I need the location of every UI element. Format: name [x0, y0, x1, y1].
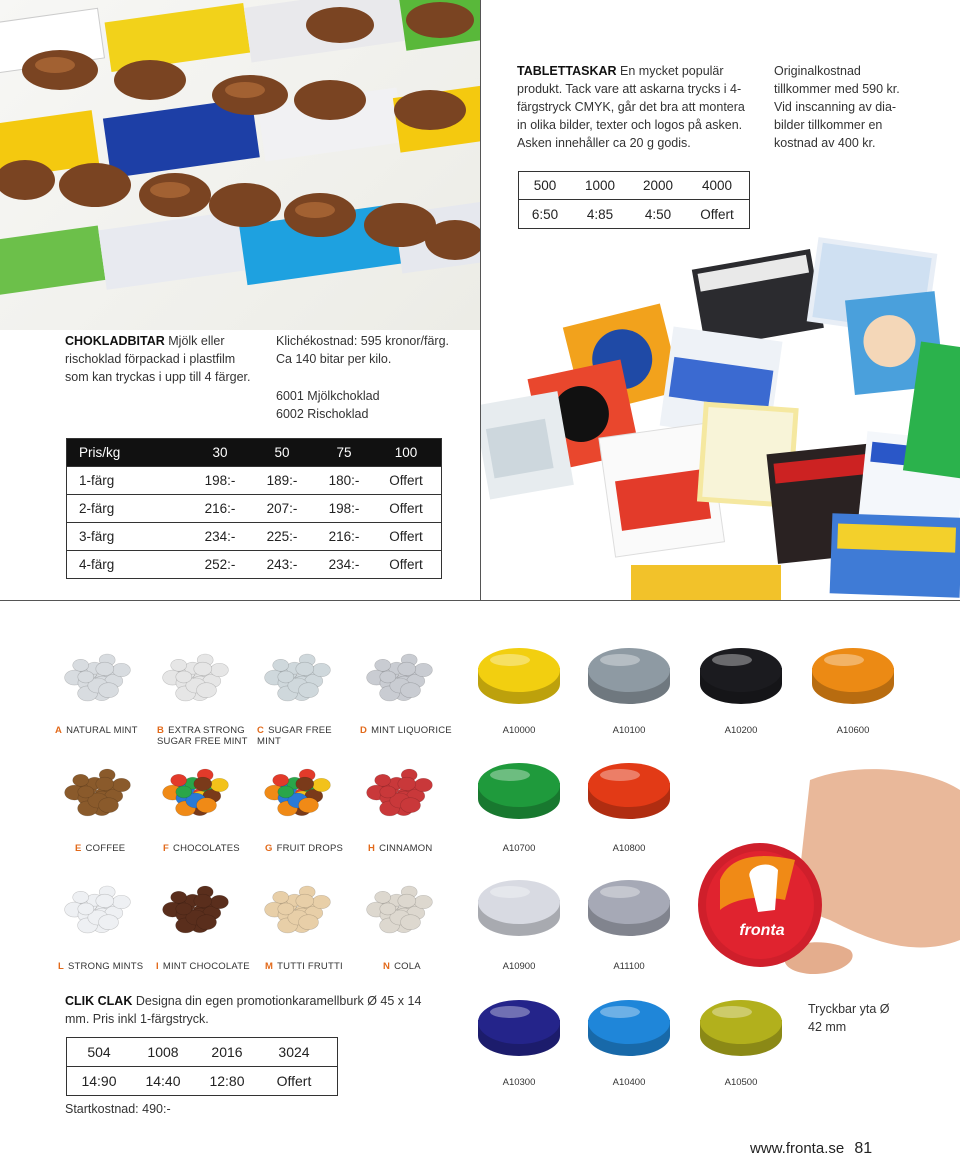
candy-pile-image: [364, 648, 434, 710]
candy-letter: M: [265, 961, 274, 972]
price-cell: 6:50: [531, 206, 559, 222]
candy-name: MINT CHOCOLATE: [162, 961, 250, 972]
tin-code: A10100: [612, 725, 646, 736]
candy-pile-image: [62, 763, 132, 825]
candy-pile-image: [62, 648, 132, 710]
tin-code: A10900: [502, 961, 536, 972]
table-row: 4-färg 252:- 243:- 234:- Offert: [79, 557, 423, 572]
candy-letter: B: [157, 725, 165, 736]
candy-label: [58, 961, 153, 972]
candy-pile-image: [160, 648, 230, 710]
candy-name: CINNAMON: [379, 843, 433, 854]
candy-pile-image: [262, 880, 332, 942]
tin-image: [812, 648, 894, 710]
tin-image: [588, 763, 670, 825]
candy-name: EXTRA STRONG SUGAR FREE MINT: [157, 725, 248, 747]
candy-name: TUTTI FRUTTI: [277, 961, 343, 972]
qty-cell: 500: [533, 178, 557, 193]
tin-image: [588, 648, 670, 710]
tin-image: [478, 763, 560, 825]
candy-letter: D: [360, 725, 368, 736]
candy-name: CHOCOLATES: [173, 843, 240, 854]
tin-code: A10600: [836, 725, 870, 736]
candy-name: MINT LIQUORICE: [371, 725, 452, 736]
price-cell: 4:85: [586, 206, 614, 222]
candy-pile-image: [62, 880, 132, 942]
tin-code: A10300: [502, 1077, 536, 1088]
candy-name: NATURAL MINT: [66, 725, 138, 736]
clikclak-heading: CLIK CLAK: [65, 994, 133, 1008]
chokladbitar-heading: CHOKLADBITAR: [65, 334, 165, 348]
code-item: 6002 Rischoklad: [276, 407, 369, 421]
tablet-boxes-illustration: [481, 235, 960, 600]
tin-code: A10800: [612, 843, 646, 854]
chokladbitar-codes: [276, 387, 380, 423]
candy-name: FRUIT DROPS: [276, 843, 344, 854]
tablet-boxes-photo: [481, 235, 960, 600]
chocolate-illustration: [0, 0, 480, 330]
chokladbitar-cost: Klichékostnad: 595 kronor/färg. Ca 140 bitar per kilo.: [276, 334, 450, 366]
tin-image: [478, 1000, 560, 1062]
tin-image: [588, 1000, 670, 1062]
quantity-row: 504 1008 2016 3024: [67, 1038, 337, 1067]
candy-name: SUGAR FREE MINT: [257, 725, 332, 747]
price-row: 14:90 14:40 12:80 Offert: [81, 1073, 312, 1089]
footer-url: www.fronta.se: [750, 1140, 845, 1157]
tin-image: [588, 880, 670, 942]
tin-brand-text: fronta: [739, 922, 785, 939]
price-cell: 4:50: [644, 206, 672, 222]
candy-label: [360, 725, 455, 736]
tablettaskar-note: Originalkostnad tillkommer med 590 kr. Vid inscanning av dia-bilder tillkommer en kostnad av 400 kr.: [774, 64, 900, 150]
header-cell: 50: [274, 445, 290, 460]
candy-label: [157, 725, 252, 747]
candy-label: [163, 843, 258, 854]
candy-label: [265, 843, 360, 854]
quantity-row: [519, 172, 749, 200]
candy-letter: F: [163, 843, 170, 854]
qty-cell: 2000: [642, 178, 674, 193]
table-header: [67, 439, 441, 467]
candy-letter: L: [58, 961, 65, 972]
chokladbitar-text: Mjölk eller rischoklad förpackad i plastfilm som kan tryckas i upp till 4 färger.: [65, 334, 251, 384]
candy-letter: C: [257, 725, 265, 736]
tablettaskar-heading: TABLETTASKAR: [517, 64, 617, 78]
hand-illustration: [690, 760, 960, 990]
header-cell: Pris/kg: [79, 445, 121, 460]
chocolate-photo: [0, 0, 480, 330]
hand-with-tin-photo: [690, 760, 960, 990]
clikclak-description: [65, 992, 445, 1028]
candy-label: [257, 725, 352, 747]
candy-letter: I: [156, 961, 159, 972]
qty-cell: 4000: [701, 178, 733, 193]
candy-letter: A: [55, 725, 63, 736]
chokladbitar-description: [65, 332, 255, 386]
tin-image: [478, 880, 560, 942]
candy-letter: E: [75, 843, 82, 854]
header-cell: 30: [212, 445, 228, 460]
candy-label: [55, 725, 150, 736]
candy-pile-image: [160, 763, 230, 825]
footer: [750, 1140, 872, 1158]
candy-label: [156, 961, 251, 972]
candy-label: [75, 843, 170, 854]
tablettaskar-description: [517, 62, 757, 152]
qty-cell: 1000: [584, 178, 616, 193]
candy-pile-image: [262, 763, 332, 825]
table-row: 1-färg 198:- 189:- 180:- Offert: [67, 467, 441, 495]
candy-pile-image: [364, 880, 434, 942]
tin-image: [700, 1000, 782, 1062]
candy-pile-image: [160, 880, 230, 942]
header-cell: 75: [336, 445, 352, 460]
printable-area-note: Tryckbar yta Ø 42 mm: [808, 1002, 890, 1034]
tin-code: A10000: [502, 725, 536, 736]
candy-pile-image: [364, 763, 434, 825]
page-number: 81: [854, 1140, 873, 1157]
candy-name: STRONG MINTS: [68, 961, 144, 972]
candy-name: COFFEE: [85, 843, 126, 854]
candy-label: [265, 961, 360, 972]
tablettaskar-price-table: [518, 171, 750, 229]
tin-image: [700, 648, 782, 710]
section-divider: [0, 600, 960, 601]
clikclak-price-table: [66, 1037, 338, 1096]
tin-code: A11100: [613, 961, 645, 972]
candy-letter: H: [368, 843, 376, 854]
candy-letter: N: [383, 961, 391, 972]
tablettaskar-text: En mycket populär produkt. Tack vare att askarna trycks i 4-färgstryck CMYK, går det bra att montera in olika bilder, texter och logos på asken. Asken innehåller ca 20 g godis.: [517, 64, 745, 150]
candy-name: COLA: [394, 961, 421, 972]
candy-label: [383, 961, 478, 972]
candy-letter: G: [265, 843, 273, 854]
tin-code: A10500: [724, 1077, 758, 1088]
clikclak-text: Designa din egen promotionkaramellburk Ø 45 x 14 mm. Pris inkl 1-färgstryck.: [65, 994, 422, 1026]
tin-code: A10200: [724, 725, 758, 736]
header-cell: 100: [394, 445, 418, 460]
candy-pile-image: [262, 648, 332, 710]
table-row: 2-färg 216:- 207:- 198:- Offert: [67, 495, 441, 523]
table-row: 3-färg 234:- 225:- 216:- Offert: [67, 523, 441, 551]
tin-code: A10700: [502, 843, 536, 854]
tin-image: [478, 648, 560, 710]
candy-label: [368, 843, 463, 854]
code-item: 6001 Mjölkchoklad: [276, 389, 380, 403]
price-cell: Offert: [700, 206, 734, 222]
price-row: [519, 200, 749, 228]
start-cost: Startkostnad: 490:-: [65, 1102, 171, 1116]
chokladbitar-price-table: [66, 438, 442, 579]
tin-code: A10400: [612, 1077, 646, 1088]
